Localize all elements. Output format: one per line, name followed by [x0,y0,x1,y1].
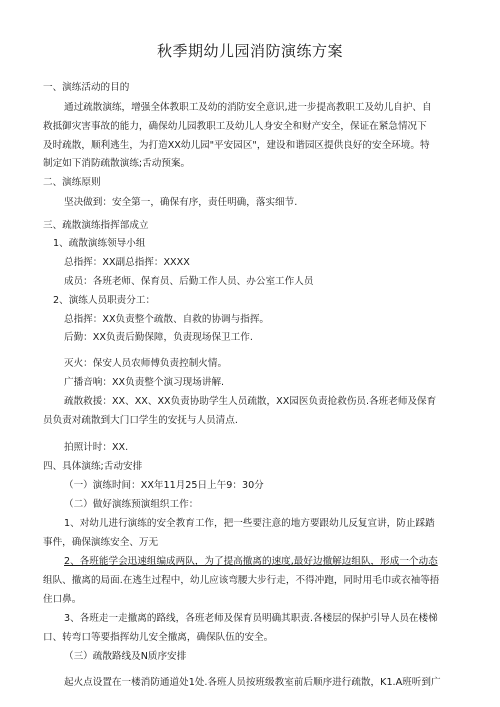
paragraph-line: 及时疏散，顺利逃生，为打造XX幼儿园"平安园区"，建设和谐园区提供良好的安全环境。特 [43,140,430,151]
paragraph-line: 灭火：保安人员农师傅负责控制火情。 [64,358,228,369]
paragraph-line: 1、对幼儿进行演练的安全教育工作，把一些要注意的地方要跟幼儿反复宣讲，防止踩踏 [64,518,435,529]
paragraph-line: 疏散救援：XX、XX、XX负责协助学生人员疏散，XX园医负责抢救伤员.各班老师及保育 [64,396,437,407]
subsection-heading: 2、演练人员职责分工： [53,295,156,306]
section-heading: 二、演练原则 [43,177,101,188]
paragraph-line: 事件，确保演练安全、万无 [43,537,159,548]
paragraph-line: 2、各班能学会迅速组编成两队，为了提高撤离的速度,最好边撤解边组队，形成一个动态 [64,556,438,567]
paragraph-line: 组队、撤离的局面.在逃生过程中，幼儿应该弯腰大步行走，不得冲跑，同时用毛巾或衣袖等捂 [43,575,440,586]
paragraph-line: 员负责对疏散到大门口学生的安抚与人员清点. [43,415,238,426]
paragraph-line: 成员：各班老师、保育员、后勤工作人员、办公室工作人员 [64,276,314,287]
subsection-heading: 1、疏散演练领导小组 [53,238,146,249]
paragraph-line: 总指挥：XX负责整个疏散、自救的协调与指挥。 [64,314,270,325]
paragraph-line: 3、各班走一走撤离的路线，各班老师及保育员明确其职责.各楼层的保护引导人员在楼梯 [64,613,438,624]
paragraph-line: 口、转弯口等要指挥幼儿安全撤离，确保队伍的安全。 [43,632,274,643]
section-heading: 三、疏散演练指挥部成立 [43,220,149,231]
section-heading: 一、演练活动的目的 [43,82,130,93]
paragraph-line: 住口鼻。 [43,594,82,605]
paragraph-line: 制定如下消防疏散演练;舌动预案。 [43,158,191,169]
paragraph-line: 起火点设置在一楼消防通道处1处.各班人员按班级教室前后顺序进行疏散，K1.A班听到广 [64,677,441,688]
paragraph-line: （二）做好演练预演组织工作： [64,499,199,510]
paragraph-line: 广播音响：XX负责整个演习现场讲解. [64,377,225,388]
paragraph-line: 救抵御灾害事故的能力，确保幼儿园教职工及幼儿人身安全和财产安全，保证在紧急情况下 [43,121,427,132]
document-title: 秋季期幼儿园消防演练方案 [156,42,343,60]
paragraph-line: 坚决做到：安全第一，确保有序，责任明确，落实细节. [64,197,298,208]
subsection-heading: （三）疏散路线及N质序安排 [64,651,187,662]
paragraph-line: 拍照计时：XX. [64,442,129,453]
paragraph-line: 通过疏散演练，增强全体教职工及幼的消防安全意识,进一步提高教职工及幼儿自护、自 [64,102,432,113]
section-heading: 四、具体演练;舌动安排 [43,461,143,472]
paragraph-line: （一）演练时间：XX年11月25日上午9：30分 [64,480,264,491]
paragraph-line: 总指挥：XX副总指挥：XXXX [64,257,190,268]
paragraph-line: 后勤：XX负责后勤保障，负责现场保卫工作. [64,332,253,343]
